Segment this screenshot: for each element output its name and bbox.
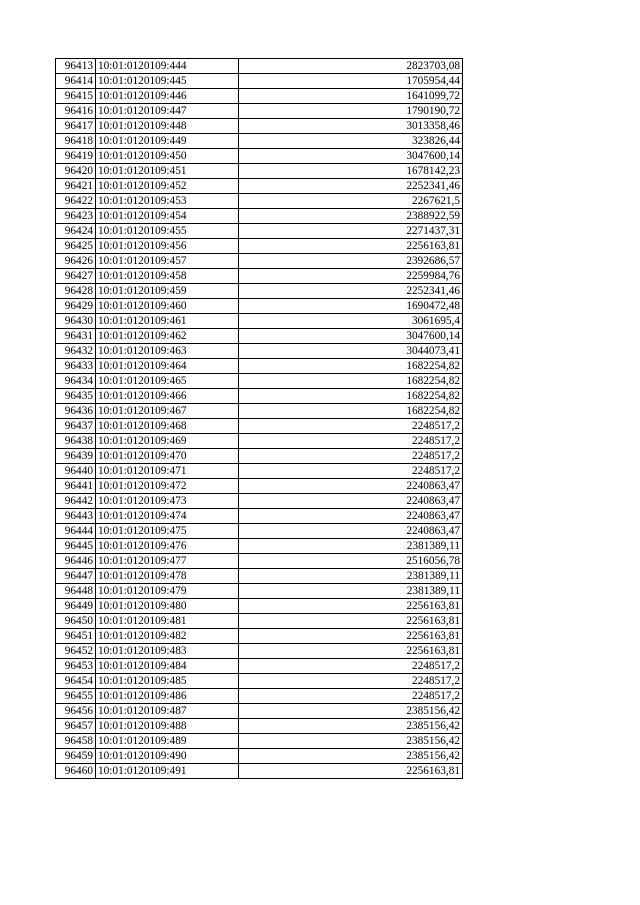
row-id-cell: 96447 <box>56 569 96 584</box>
table-row <box>56 164 463 179</box>
value-cell: 1682254,82 <box>239 404 463 419</box>
row-id-cell: 96430 <box>56 314 96 329</box>
cadastral-number-cell: 10:01:0120109:467 <box>96 404 239 419</box>
cadastral-number-cell: 10:01:0120109:483 <box>96 644 239 659</box>
value-cell: 3013358,46 <box>239 119 463 134</box>
row-id-cell: 96452 <box>56 644 96 659</box>
table-row <box>56 209 463 224</box>
table-row <box>56 254 463 269</box>
table-row <box>56 494 463 509</box>
cadastral-number-cell: 10:01:0120109:465 <box>96 374 239 389</box>
table-row <box>56 464 463 479</box>
row-id-cell: 96416 <box>56 104 96 119</box>
cadastral-number-cell: 10:01:0120109:472 <box>96 479 239 494</box>
cadastral-number-cell: 10:01:0120109:453 <box>96 194 239 209</box>
value-cell: 2240863,47 <box>239 524 463 539</box>
row-id-cell: 96438 <box>56 434 96 449</box>
table-row <box>56 59 463 74</box>
value-cell: 2248517,2 <box>239 674 463 689</box>
row-id-cell: 96451 <box>56 629 96 644</box>
cadastral-number-cell: 10:01:0120109:464 <box>96 359 239 374</box>
cadastral-number-cell: 10:01:0120109:463 <box>96 344 239 359</box>
row-id-cell: 96453 <box>56 659 96 674</box>
value-cell: 2385156,42 <box>239 704 463 719</box>
row-id-cell: 96432 <box>56 344 96 359</box>
cadastral-number-cell: 10:01:0120109:444 <box>96 59 239 74</box>
table-row <box>56 284 463 299</box>
cadastral-number-cell: 10:01:0120109:450 <box>96 149 239 164</box>
row-id-cell: 96413 <box>56 59 96 74</box>
cadastral-number-cell: 10:01:0120109:447 <box>96 104 239 119</box>
cadastral-number-cell: 10:01:0120109:471 <box>96 464 239 479</box>
cadastral-number-cell: 10:01:0120109:482 <box>96 629 239 644</box>
value-cell: 1641099,72 <box>239 89 463 104</box>
cadastral-number-cell: 10:01:0120109:461 <box>96 314 239 329</box>
value-cell: 1790190,72 <box>239 104 463 119</box>
table-row <box>56 614 463 629</box>
value-cell: 2248517,2 <box>239 419 463 434</box>
value-cell: 2248517,2 <box>239 659 463 674</box>
table-row <box>56 674 463 689</box>
table-row <box>56 89 463 104</box>
value-cell: 3061695,4 <box>239 314 463 329</box>
table-row <box>56 134 463 149</box>
row-id-cell: 96441 <box>56 479 96 494</box>
row-id-cell: 96425 <box>56 239 96 254</box>
table-row <box>56 719 463 734</box>
cadastral-number-cell: 10:01:0120109:487 <box>96 704 239 719</box>
value-cell: 3047600,14 <box>239 149 463 164</box>
value-cell: 1682254,82 <box>239 359 463 374</box>
table-row <box>56 224 463 239</box>
row-id-cell: 96419 <box>56 149 96 164</box>
row-id-cell: 96456 <box>56 704 96 719</box>
value-cell: 1705954,44 <box>239 74 463 89</box>
table-row <box>56 329 463 344</box>
value-cell: 1678142,23 <box>239 164 463 179</box>
value-cell: 2240863,47 <box>239 479 463 494</box>
cadastral-number-cell: 10:01:0120109:455 <box>96 224 239 239</box>
table-row <box>56 749 463 764</box>
table-row <box>56 374 463 389</box>
cadastral-number-cell: 10:01:0120109:478 <box>96 569 239 584</box>
row-id-cell: 96446 <box>56 554 96 569</box>
table-row <box>56 419 463 434</box>
table-row <box>56 644 463 659</box>
table-row <box>56 764 463 779</box>
cadastral-number-cell: 10:01:0120109:489 <box>96 734 239 749</box>
value-cell: 2240863,47 <box>239 509 463 524</box>
cadastral-number-cell: 10:01:0120109:486 <box>96 689 239 704</box>
cadastral-number-cell: 10:01:0120109:456 <box>96 239 239 254</box>
table-row <box>56 704 463 719</box>
value-cell: 2248517,2 <box>239 449 463 464</box>
value-cell: 2267621,5 <box>239 194 463 209</box>
row-id-cell: 96455 <box>56 689 96 704</box>
table-row <box>56 629 463 644</box>
value-cell: 2381389,11 <box>239 584 463 599</box>
table-row <box>56 584 463 599</box>
value-cell: 2252341,46 <box>239 284 463 299</box>
table-row <box>56 104 463 119</box>
cadastral-number-cell: 10:01:0120109:473 <box>96 494 239 509</box>
value-cell: 2259984,76 <box>239 269 463 284</box>
value-cell: 2256163,81 <box>239 764 463 779</box>
table-row <box>56 659 463 674</box>
cadastral-number-cell: 10:01:0120109:446 <box>96 89 239 104</box>
cadastral-number-cell: 10:01:0120109:448 <box>96 119 239 134</box>
cadastral-number-cell: 10:01:0120109:479 <box>96 584 239 599</box>
cadastral-number-cell: 10:01:0120109:476 <box>96 539 239 554</box>
value-cell: 2256163,81 <box>239 614 463 629</box>
value-cell: 2385156,42 <box>239 749 463 764</box>
value-cell: 2381389,11 <box>239 569 463 584</box>
value-cell: 2256163,81 <box>239 599 463 614</box>
row-id-cell: 96422 <box>56 194 96 209</box>
row-id-cell: 96427 <box>56 269 96 284</box>
table-row <box>56 434 463 449</box>
value-cell: 2381389,11 <box>239 539 463 554</box>
table-row <box>56 404 463 419</box>
value-cell: 2385156,42 <box>239 734 463 749</box>
cadastral-number-cell: 10:01:0120109:469 <box>96 434 239 449</box>
cadastral-number-cell: 10:01:0120109:466 <box>96 389 239 404</box>
cadastral-number-cell: 10:01:0120109:462 <box>96 329 239 344</box>
cadastral-number-cell: 10:01:0120109:491 <box>96 764 239 779</box>
table-row <box>56 344 463 359</box>
row-id-cell: 96434 <box>56 374 96 389</box>
cadastral-number-cell: 10:01:0120109:490 <box>96 749 239 764</box>
row-id-cell: 96417 <box>56 119 96 134</box>
data-table <box>55 58 463 779</box>
table-row <box>56 479 463 494</box>
row-id-cell: 96428 <box>56 284 96 299</box>
value-cell: 2256163,81 <box>239 629 463 644</box>
row-id-cell: 96421 <box>56 179 96 194</box>
table-row <box>56 599 463 614</box>
value-cell: 2252341,46 <box>239 179 463 194</box>
row-id-cell: 96459 <box>56 749 96 764</box>
value-cell: 2392686,57 <box>239 254 463 269</box>
value-cell: 2823703,08 <box>239 59 463 74</box>
value-cell: 3044073,41 <box>239 344 463 359</box>
row-id-cell: 96418 <box>56 134 96 149</box>
row-id-cell: 96436 <box>56 404 96 419</box>
cadastral-number-cell: 10:01:0120109:460 <box>96 299 239 314</box>
value-cell: 2385156,42 <box>239 719 463 734</box>
row-id-cell: 96420 <box>56 164 96 179</box>
row-id-cell: 96426 <box>56 254 96 269</box>
row-id-cell: 96460 <box>56 764 96 779</box>
cadastral-number-cell: 10:01:0120109:459 <box>96 284 239 299</box>
row-id-cell: 96439 <box>56 449 96 464</box>
value-cell: 2256163,81 <box>239 239 463 254</box>
cadastral-number-cell: 10:01:0120109:457 <box>96 254 239 269</box>
value-cell: 3047600,14 <box>239 329 463 344</box>
cadastral-number-cell: 10:01:0120109:485 <box>96 674 239 689</box>
table-row <box>56 119 463 134</box>
table-row <box>56 179 463 194</box>
value-cell: 1682254,82 <box>239 389 463 404</box>
table-row <box>56 149 463 164</box>
cadastral-number-cell: 10:01:0120109:458 <box>96 269 239 284</box>
row-id-cell: 96442 <box>56 494 96 509</box>
table-row <box>56 689 463 704</box>
row-id-cell: 96433 <box>56 359 96 374</box>
row-id-cell: 96443 <box>56 509 96 524</box>
row-id-cell: 96415 <box>56 89 96 104</box>
value-cell: 2248517,2 <box>239 434 463 449</box>
cadastral-number-cell: 10:01:0120109:475 <box>96 524 239 539</box>
value-cell: 2271437,31 <box>239 224 463 239</box>
value-cell: 2388922,59 <box>239 209 463 224</box>
table-row <box>56 389 463 404</box>
table-row <box>56 449 463 464</box>
row-id-cell: 96431 <box>56 329 96 344</box>
cadastral-number-cell: 10:01:0120109:451 <box>96 164 239 179</box>
row-id-cell: 96457 <box>56 719 96 734</box>
cadastral-number-cell: 10:01:0120109:477 <box>96 554 239 569</box>
table-row <box>56 554 463 569</box>
table-row <box>56 239 463 254</box>
row-id-cell: 96437 <box>56 419 96 434</box>
row-id-cell: 96444 <box>56 524 96 539</box>
value-cell: 2256163,81 <box>239 644 463 659</box>
value-cell: 1690472,48 <box>239 299 463 314</box>
row-id-cell: 96414 <box>56 74 96 89</box>
table-body <box>56 59 463 779</box>
value-cell: 1682254,82 <box>239 374 463 389</box>
row-id-cell: 96450 <box>56 614 96 629</box>
row-id-cell: 96445 <box>56 539 96 554</box>
cadastral-number-cell: 10:01:0120109:470 <box>96 449 239 464</box>
cadastral-number-cell: 10:01:0120109:454 <box>96 209 239 224</box>
table-row <box>56 539 463 554</box>
value-cell: 2248517,2 <box>239 464 463 479</box>
value-cell: 2248517,2 <box>239 689 463 704</box>
table-row <box>56 524 463 539</box>
value-cell: 2240863,47 <box>239 494 463 509</box>
row-id-cell: 96423 <box>56 209 96 224</box>
table-row <box>56 569 463 584</box>
table-row <box>56 269 463 284</box>
table-row <box>56 509 463 524</box>
cadastral-number-cell: 10:01:0120109:488 <box>96 719 239 734</box>
value-cell: 323826,44 <box>239 134 463 149</box>
cadastral-number-cell: 10:01:0120109:445 <box>96 74 239 89</box>
row-id-cell: 96454 <box>56 674 96 689</box>
cadastral-number-cell: 10:01:0120109:452 <box>96 179 239 194</box>
cadastral-number-cell: 10:01:0120109:481 <box>96 614 239 629</box>
table-row <box>56 734 463 749</box>
row-id-cell: 96458 <box>56 734 96 749</box>
row-id-cell: 96449 <box>56 599 96 614</box>
table-row <box>56 194 463 209</box>
row-id-cell: 96429 <box>56 299 96 314</box>
table-row <box>56 359 463 374</box>
row-id-cell: 96440 <box>56 464 96 479</box>
table-row <box>56 314 463 329</box>
table-row <box>56 74 463 89</box>
cadastral-number-cell: 10:01:0120109:484 <box>96 659 239 674</box>
row-id-cell: 96435 <box>56 389 96 404</box>
cadastral-number-cell: 10:01:0120109:480 <box>96 599 239 614</box>
cadastral-number-cell: 10:01:0120109:449 <box>96 134 239 149</box>
cadastral-number-cell: 10:01:0120109:468 <box>96 419 239 434</box>
row-id-cell: 96424 <box>56 224 96 239</box>
table-row <box>56 299 463 314</box>
cadastral-number-cell: 10:01:0120109:474 <box>96 509 239 524</box>
value-cell: 2516056,78 <box>239 554 463 569</box>
row-id-cell: 96448 <box>56 584 96 599</box>
